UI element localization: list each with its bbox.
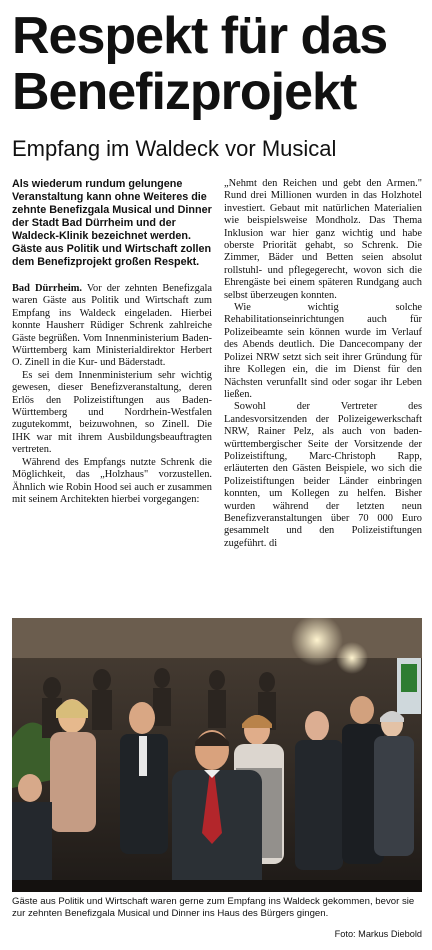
paragraph <box>12 283 212 370</box>
article-lead: Als wiederum rundum gelungene Veranstaltung kann ohne Weiteres die zehnte Benefizgala Musical und Dinner der Stadt Bad Dürrheim und der Waldeck-Klinik bezeichnet werden. Gäste aus Politik und Wirtschaft zollen dem Benefizprojekt großen Respekt. <box>12 178 212 268</box>
text-column-right <box>224 178 422 550</box>
event-photo <box>12 618 422 892</box>
article-headline: Respekt für das Benefizprojekt <box>12 7 388 121</box>
paragraph: Sowohl der Vertreter des Landesvorsitzenden der Polizeigewerkschaft NRW, Rainer Pelz, als auch von baden-württembergischer Seite der Vorsitzende der Polizeistiftung, Marc-Christoph Rapp, erläuterten den Gästen Beispiele, wo sich die Polizeistiftungen beider Länder einbringen konnten, um Kollegen zu helfen. Bisher wurden während der letzten neun Benefizveranstaltungen über 70 000 Euro gesammelt und den Polizeistiftungen zugeführt. di <box>224 401 422 549</box>
photo-caption: Gäste aus Politik und Wirtschaft waren gerne zum Empfang ins Waldeck gekommen, bevor sie zur zehnten Benefizgala Musical und Dinner ins Haus des Bürgers gingen. <box>12 896 415 919</box>
text-column-left <box>12 178 212 506</box>
article-subheadline: Empfang im Waldeck vor Musical <box>12 136 337 161</box>
paragraph: „Nehmt den Reichen und gebt den Armen." Rund drei Millionen wurden in das Holzhotel investiert. Gebaut mit natürlichen Materialien wie beispielsweise Mondholz. Das Thema Inklusion war hier ganz wichtig und habe oberste Priorität gehabt, so Schrenk. Die Zimmer, Bäder und Betten seien absolut rollstuhl- und pflegegerecht, wovon sich die Ehrengäste bei einem späteren Rundgang auch selbst überzeugen konnten. <box>224 178 422 301</box>
photo-credit: Foto: Markus Diebold <box>334 929 422 939</box>
paragraph: Es sei dem Innenministerium sehr wichtig gewesen, dieser Benefizveranstaltung, deren Erlös den Polizeistiftungen aus Baden-Württemberg und Nordrhein-Westfalen zugutekommt, beizuwohnen, so Zinell. Die IHK war mit ihrem Ausbildungsbeauftragten vertreten. <box>12 369 212 456</box>
paragraph: Wie wichtig solche Rehabilitationseinrichtungen auch für Polizeibeamte sein können wurde im Verlauf des Abends deutlich. Die Dancecompany der Polizei NRW setzt sich seit ihrer Gründung für ihre Kollegen ein, die im Dienst für den Nächsten verunfallt sind oder sogar ihr Leben ließen. <box>224 302 422 400</box>
paragraph-text: Vor der zehnten Benefizgala waren Gäste aus Politik und Wirtschaft zum Empfang ins Waldeck eingeladen. Hierbei konnte Hausherr Rüdiger Schrenk zahlreiche Gäste begrüßen. Vom Innenministerium Baden-Württemberg kam Ministerialdirektor Herbert O. Zinell in die Kur- und Bäderstadt. <box>12 283 212 369</box>
dateline: Bad Dürrheim. <box>12 283 82 294</box>
paragraph: Während des Empfangs nutzte Schrenk die Möglichkeit, das „Holzhaus" vorzustellen. Ähnlich wie Robin Hood sei auch er zusammen mit seinem Architekten hierbei vorgegangen: <box>12 456 212 505</box>
